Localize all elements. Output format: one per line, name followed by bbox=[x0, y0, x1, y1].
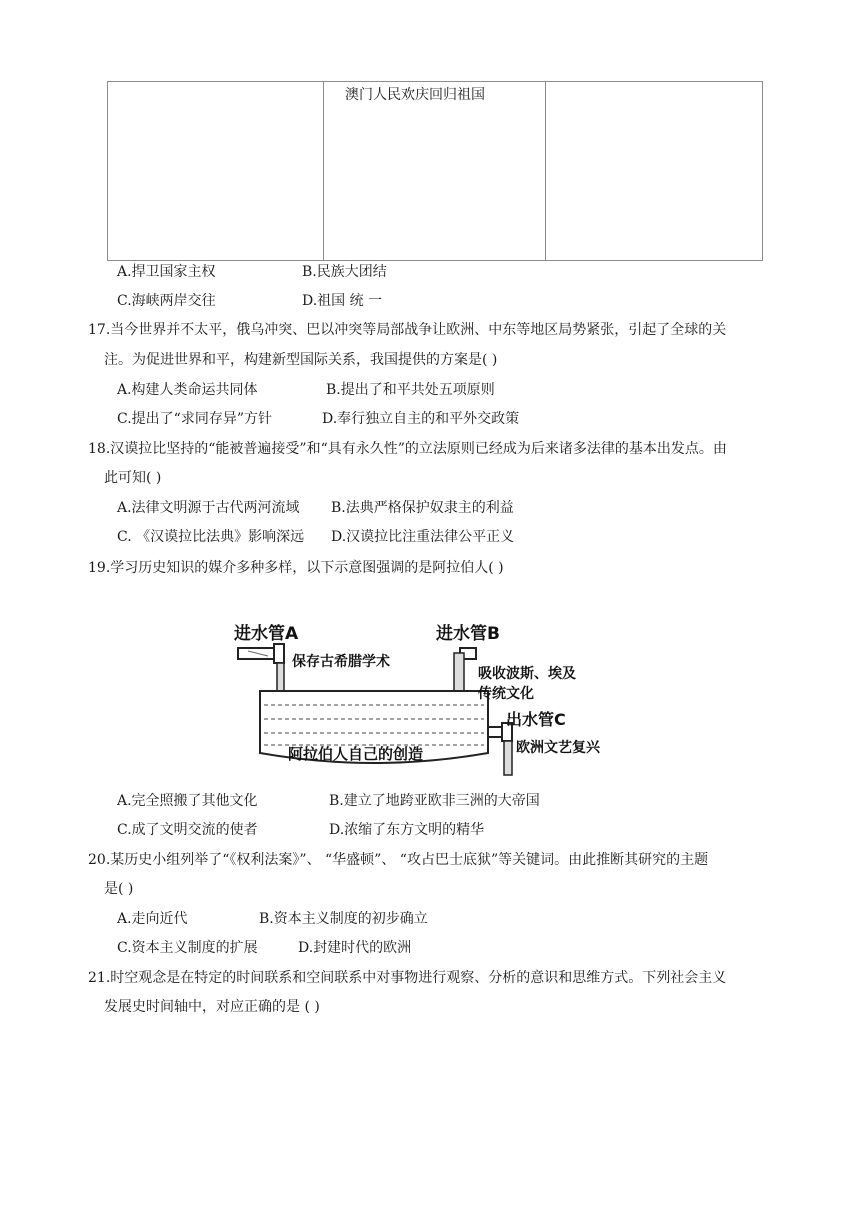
q20-option-a[interactable]: A.走向近代 bbox=[117, 911, 188, 927]
pipe-b-text-1: 吸收波斯、埃及 bbox=[478, 666, 576, 682]
q18-stem-line1: 18.汉谟拉比坚持的“能被普遍接受”和“具有永久性”的立法原则已经成为后来诸多法律的基本出发点。由 bbox=[88, 441, 727, 457]
arab-water-tank-diagram bbox=[228, 613, 638, 783]
q19-stem: 19.学习历史知识的媒介多种多样，以下示意图强调的是阿拉伯人( ) bbox=[88, 560, 504, 576]
q20-stem-line1: 20.某历史小组列举了“《权利法案》”、 “华盛顿”、 “攻占巴士底狱”等关键词。由此推断其研究的主题 bbox=[88, 852, 709, 868]
q19-option-d[interactable]: D.浓缩了东方文明的精华 bbox=[329, 822, 485, 838]
q18-option-c[interactable]: C. 《汉谟拉比法典》影响深远 bbox=[117, 529, 305, 545]
q18-option-d[interactable]: D.汉谟拉比注重法律公平正义 bbox=[331, 529, 515, 545]
q20-option-d[interactable]: D.封建时代的欧洲 bbox=[298, 940, 412, 956]
image-cell-1 bbox=[108, 82, 324, 260]
q17-stem-line2: 注。为促进世界和平，构建新型国际关系，我国提供的方案是( ) bbox=[104, 352, 498, 368]
q17-stem-line1: 17.当今世界并不太平，俄乌冲突、巴以冲突等局部战争让欧洲、中东等地区局势紧张，引起了全球的关 bbox=[88, 322, 727, 338]
pipe-a-text: 保存古希腊学术 bbox=[292, 654, 390, 670]
q19-option-b[interactable]: B.建立了地跨亚欧非三洲的大帝国 bbox=[329, 793, 540, 809]
q16-option-b[interactable]: B.民族大团结 bbox=[302, 264, 387, 280]
q21-stem-line1: 21.时空观念是在特定的时间联系和空间联系中对事物进行观察、分析的意识和思维方式。下列社会主义 bbox=[88, 970, 727, 986]
q17-option-d[interactable]: D.奉行独立自主的和平外交政策 bbox=[322, 411, 520, 427]
pipe-b-text-2: 传统文化 bbox=[478, 686, 534, 702]
q20-stem-line2: 是( ) bbox=[104, 881, 134, 897]
q19-option-c[interactable]: C.成了文明交流的使者 bbox=[117, 822, 258, 838]
q17-option-a[interactable]: A.构建人类命运共同体 bbox=[117, 382, 258, 398]
pipe-c-label: 出水管C bbox=[506, 710, 566, 729]
image-caption: 澳门人民欢庆回归祖国 bbox=[345, 87, 485, 103]
pipe-b-label: 进水管B bbox=[436, 624, 500, 644]
pipe-a-label: 进水管A bbox=[234, 624, 299, 644]
q21-stem-line2: 发展史时间轴中，对应正确的是 ( ) bbox=[104, 999, 320, 1015]
q18-option-b[interactable]: B.法典严格保护奴隶主的利益 bbox=[331, 500, 514, 516]
q18-option-a[interactable]: A.法律文明源于古代两河流域 bbox=[117, 500, 300, 516]
q20-option-b[interactable]: B.资本主义制度的初步确立 bbox=[259, 911, 428, 927]
q16-option-c[interactable]: C.海峡两岸交往 bbox=[117, 293, 216, 309]
tank-text: 阿拉伯人自己的创造 bbox=[288, 745, 424, 763]
q16-option-d[interactable]: D.祖国 统 一 bbox=[302, 293, 383, 309]
q19-option-a[interactable]: A.完全照搬了其他文化 bbox=[117, 793, 258, 809]
q17-option-b[interactable]: B.提出了和平共处五项原则 bbox=[326, 382, 495, 398]
q18-stem-line2: 此可知( ) bbox=[104, 470, 162, 486]
image-table bbox=[107, 81, 763, 261]
q16-option-a[interactable]: A.捍卫国家主权 bbox=[117, 264, 216, 280]
q20-option-c[interactable]: C.资本主义制度的扩展 bbox=[117, 940, 258, 956]
pipe-c-text: 欧洲文艺复兴 bbox=[516, 740, 600, 756]
image-cell-2 bbox=[323, 82, 546, 260]
q17-option-c[interactable]: C.提出了“求同存异”方针 bbox=[117, 411, 272, 427]
